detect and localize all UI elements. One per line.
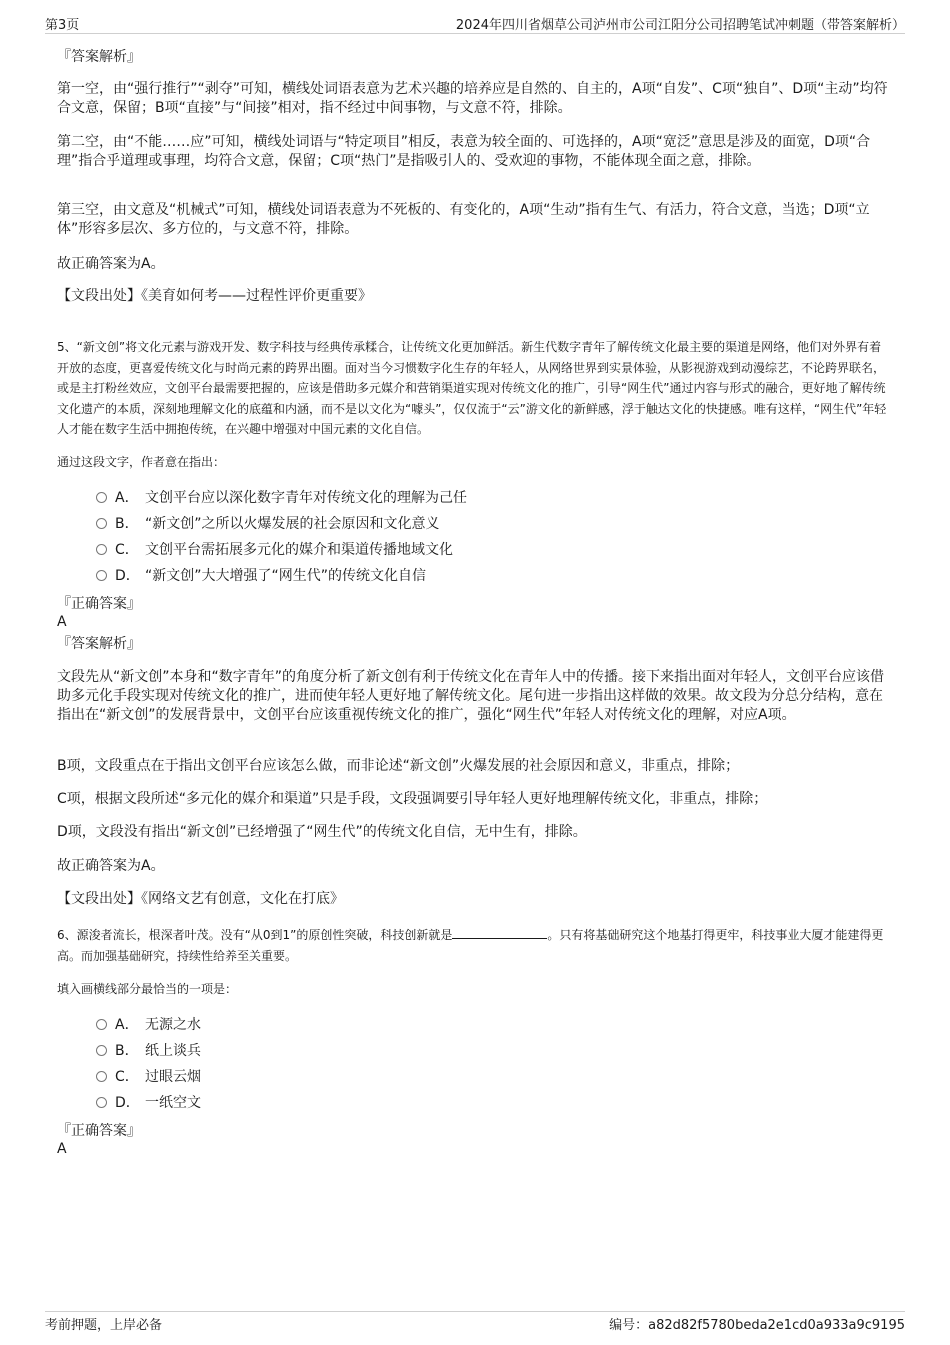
q6-prompt: 填入画横线部分最恰当的一项是：: [57, 982, 238, 996]
radio-icon[interactable]: [96, 570, 107, 581]
q6-option-b[interactable]: B． 纸上谈兵: [96, 1041, 201, 1061]
prev-analysis-para-3: 第三空，由文意及“机械式”可知，横线处词语表意为不死板的、有变化的，A项“生动”指有生气、有活力，符合文意，当选；D项“立体”形容多层次、多方位的，与文意不符，排除。: [57, 202, 870, 237]
prev-source: 【文段出处】《美育如何考——过程性评价更重要》: [57, 288, 372, 304]
q6-blank: [452, 926, 547, 939]
q5-option-a[interactable]: A． 文创平台应以深化数字青年对传统文化的理解为己任: [96, 488, 467, 508]
header-divider: [45, 33, 905, 34]
q6-option-c[interactable]: C． 过眼云烟: [96, 1067, 201, 1087]
q5-analysis-para-3: C项，根据文段所述“多元化的媒介和渠道”只是手段，文段强调要引导年轻人更好地理解传统文化，非重点，排除；: [57, 791, 768, 807]
q5-source: 【文段出处】《网络文艺有创意，文化在打底》: [57, 891, 344, 907]
q6-stem: 6、源浚者流长，根深者叶茂。没有“从0到1”的原创性突破，科技创新就是 。只有将基础研究这个地基打得更牢，科技事业大厦才能建得更高。而加强基础研究，持续性给养至关重要。: [57, 928, 884, 963]
q6-option-d[interactable]: D． 一纸空文: [96, 1093, 201, 1113]
q5-answer-conclusion: 故正确答案为A。: [57, 858, 165, 874]
q5-analysis-label: 『答案解析』: [57, 636, 141, 652]
prev-analysis-para-2: 第二空，由“不能……应”可知，横线处词语与“特定项目”相反，表意为较全面的、可选择的，A项“宽泛”意思是涉及的面宽，D项“合理”指合乎道理或事理，均符合文意，保留；C项“热门”是指吸引人的、受欢迎的事物，不能体现全面之意，排除。: [57, 134, 871, 169]
radio-icon[interactable]: [96, 1045, 107, 1056]
q5-option-d[interactable]: D． “新文创”大大增强了“网生代”的传统文化自信: [96, 566, 426, 586]
q5-answer: A: [57, 614, 67, 630]
radio-icon[interactable]: [96, 492, 107, 503]
q5-answer-label: 『正确答案』: [57, 596, 141, 612]
q5-analysis-para-4: D项，文段没有指出“新文创”已经增强了“网生代”的传统文化自信，无中生有，排除。: [57, 824, 587, 840]
q5-option-b[interactable]: B． “新文创”之所以火爆发展的社会原因和文化意义: [96, 514, 440, 534]
radio-icon[interactable]: [96, 518, 107, 529]
q5-prompt: 通过这段文字，作者意在指出：: [57, 455, 226, 469]
q5-option-c[interactable]: C． 文创平台需拓展多元化的媒介和渠道传播地域文化: [96, 540, 453, 560]
radio-icon[interactable]: [96, 1097, 107, 1108]
page-number: 第3页: [45, 18, 80, 33]
document-title: 2024年四川省烟草公司泸州市公司江阳分公司招聘笔试冲刺题（带答案解析）: [455, 18, 905, 33]
q5-analysis-para-2: B项，文段重点在于指出文创平台应该怎么做，而非论述“新文创”火爆发展的社会原因和意义，非重点，排除；: [57, 758, 740, 774]
radio-icon[interactable]: [96, 1019, 107, 1030]
q6-answer: A: [57, 1141, 67, 1157]
footer-slogan: 考前押题，上岸必备: [45, 1318, 163, 1333]
radio-icon[interactable]: [96, 544, 107, 555]
prev-analysis-label: 『答案解析』: [57, 49, 141, 65]
q5-stem: 5、“新文创”将文化元素与游戏开发、数字科技与经典传承糅合，让传统文化更加鲜活。新生代数字青年了解传统文化最主要的渠道是网络，他们对外界有着开放的态度，更喜爱传统文化与时尚元素的跨界出圈。面对当今习惯数字化生存的年轻人，从网络世界到实景体验，从影视游戏到动漫综艺，不论跨界联名，或是主打粉丝效应，文创平台最需要把握的，应该是借助多元媒介和营销渠道实现对传统文化的推广，引导“网生代”通过内容与形式的融合，更好地了解传统文化遗产的本质，深刻地理解文化的底蕴和内涵，而不是以文化为“噱头”，仅仅流于“云”游文化的新鲜感，浮于触达文化的快捷感。唯有这样，“网生代”年轻人才能在数字生活中拥抱传统，在兴趣中增强对中国元素的文化自信。: [57, 340, 887, 436]
prev-analysis-para-1: 第一空，由“强行推行”“剥夺”可知，横线处词语表意为艺术兴趣的培养应是自然的、自主的，A项“自发”、C项“独自”、D项“主动”均符合文意，保留；B项“直接”与“间接”相对，指不经过中间事物，与文意不符，排除。: [57, 81, 888, 116]
page-header: [45, 14, 905, 34]
q5-analysis-para-1: 文段先从“新文创”本身和“数字青年”的角度分析了新文创有利于传统文化在青年人中的传播。接下来指出面对年轻人，文创平台应该借助多元化手段实现对传统文化的推广，进而使年轻人更好地了解传统文化。尾句进一步指出这样做的效果。故文段为分总分结构，意在指出在“新文创”的发展背景中，文创平台应该重视传统文化的推广，强化“网生代”年轻人对传统文化的理解，对应A项。: [57, 669, 885, 723]
q6-option-a[interactable]: A． 无源之水: [96, 1015, 201, 1035]
footer-divider: [45, 1311, 905, 1312]
prev-answer-conclusion: 故正确答案为A。: [57, 256, 165, 272]
q6-answer-label: 『正确答案』: [57, 1123, 141, 1139]
document-id: 编号：a82d82f5780beda2e1cd0a933a9c9195: [609, 1318, 905, 1333]
page-footer: [45, 1314, 905, 1332]
radio-icon[interactable]: [96, 1071, 107, 1082]
